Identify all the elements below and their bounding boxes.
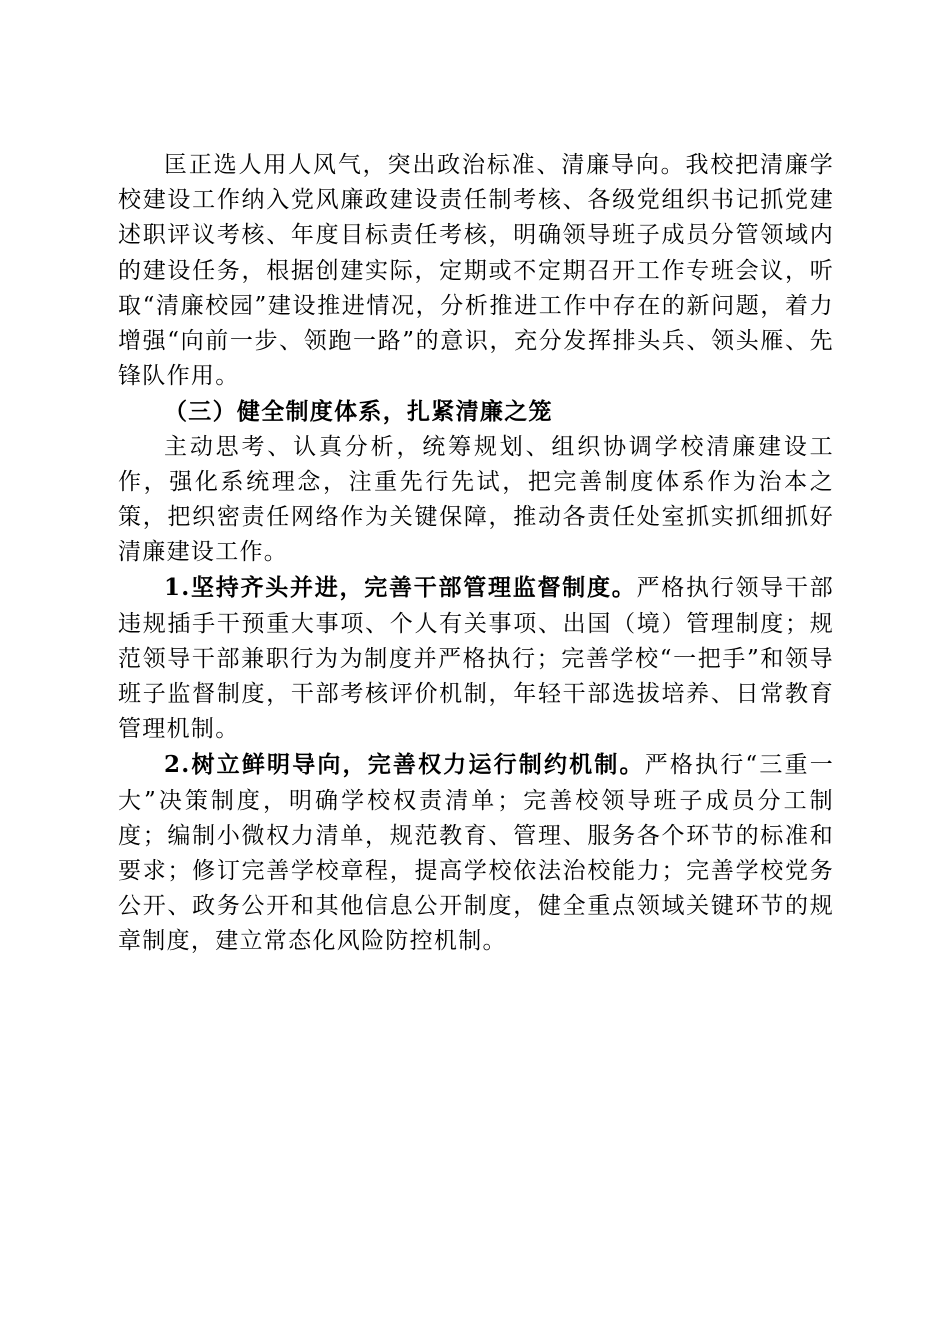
section-heading-3: （三）健全制度体系，扎紧清廉之笼 bbox=[164, 398, 553, 426]
document-body bbox=[118, 148, 834, 960]
paragraph-system-overview: 主动思考、认真分析，统筹规划、组织协调学校清廉建设工作，强化系统理念，注重先行先试，把完善制度体系作为治本之策，把织密责任网络作为关键保障，推动各责任处室抓实抓细抓好清廉建设工作。 bbox=[118, 433, 834, 566]
paragraph-selection-standards: 匡正选人用人风气，突出政治标准、清廉导向。我校把清廉学校建设工作纳入党风廉政建设责任制考核、各级党组织书记抓党建述职评议考核、年度目标责任考核，明确领导班子成员分管领域内的建设任务，根据创建实际，定期或不定期召开工作专班会议，听取“清廉校园”建设推进情况，分析推进工作中存在的新问题，着力增强“向前一步、领跑一路”的意识，充分发挥排头兵、领头雁、先锋队作用。 bbox=[118, 152, 834, 390]
list-item-2-title: 2.树立鲜明导向，完善权力运行制约机制。 bbox=[164, 751, 645, 779]
list-item-1-title: 1.坚持齐头并进，完善干部管理监督制度。 bbox=[164, 574, 637, 602]
list-item-1 bbox=[118, 570, 834, 747]
list-item-2-body: 严格执行“三重一大”决策制度，明确学校权责清单；完善校领导班子成员分工制度；编制小微权力清单，规范教育、管理、服务各个环节的标准和要求；修订完善学校章程，提高学校依法治校能力；完善学校党务公开、政务公开和其他信息公开制度，健全重点领域关键环节的规章制度，建立常态化风险防控机制。 bbox=[118, 752, 834, 955]
list-item-2 bbox=[118, 747, 834, 959]
list-item-1-body: 严格执行领导干部违规插手干预重大事项、个人有关事项、出国（境）管理制度；规范领导干部兼职行为为制度并严格执行；完善学校“一把手”和领导班子监督制度，干部考核评价机制，年轻干部选拔培养、日常教育管理机制。 bbox=[118, 575, 835, 743]
